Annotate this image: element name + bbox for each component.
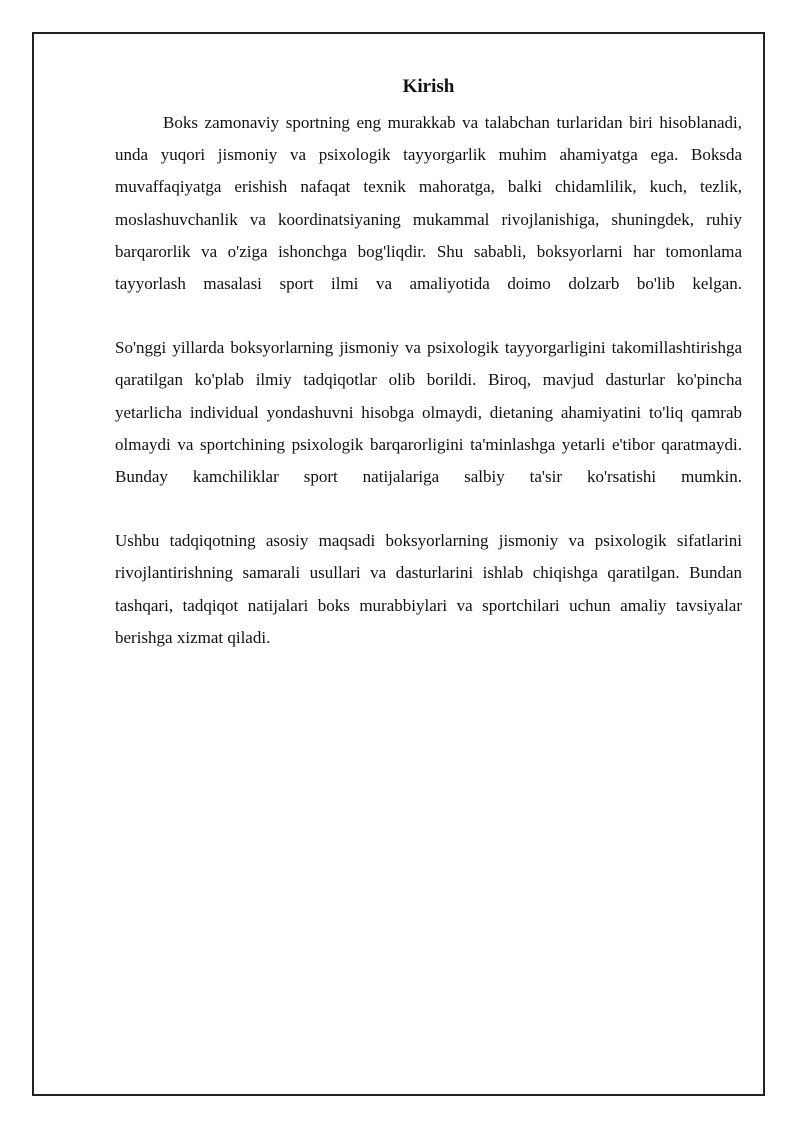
paragraph-spacer <box>115 493 742 525</box>
paragraph-study-goal: Ushbu tadqiqotning asosiy maqsadi boksyorlarning jismoniy va psixologik sifatlarini rivojlantirishning samarali usullari va dasturlarini ishlab chiqishga qaratilgan. Bundan tashqari, tadqiqot natijalari boks murabbiylari va sportchilari uchun amaliy tavsiyalar berishga xizmat qiladi. <box>115 531 742 647</box>
paragraph-spacer <box>115 300 742 332</box>
document-body <box>115 73 742 654</box>
paragraph-research-gaps: So'nggi yillarda boksyorlarning jismoniy va psixologik tayyorgarligini takomillashtirishga qaratilgan ko'plab ilmiy tadqiqotlar olib borildi. Biroq, mavjud dasturlar ko'pincha yetarlicha individual yondashuvni hisobga olmaydi, dietaning ahamiyatini to'liq qamrab olmaydi va sportchining psixologik barqarorligini ta'minlashga yetarli e'tibor qaratmaydi. Bunday kamchiliklar sport natijalariga salbiy ta'sir ko'rsatishi mumkin. <box>115 338 742 487</box>
document-title: Kirish <box>402 76 455 97</box>
paragraph-intro: Boks zamonaviy sportning eng murakkab va talabchan turlaridan biri hisoblanadi, unda yuqori jismoniy va psixologik tayyorgarlik muhim ahamiyatga ega. Boksda muvaffaqiyatga erishish nafaqat texnik mahoratga, balki chidamlilik, kuch, tezlik, moslashuvchanlik va koordinatsiyaning mukammal rivojlanishiga, shuningdek, ruhiy barqarorlik va o'ziga ishonchga bog'liqdir. Shu sababli, boksyorlarni har tomonlama tayyorlash masalasi sport ilmi va amaliyotida doimo dolzarb bo'lib kelgan. <box>115 113 742 294</box>
